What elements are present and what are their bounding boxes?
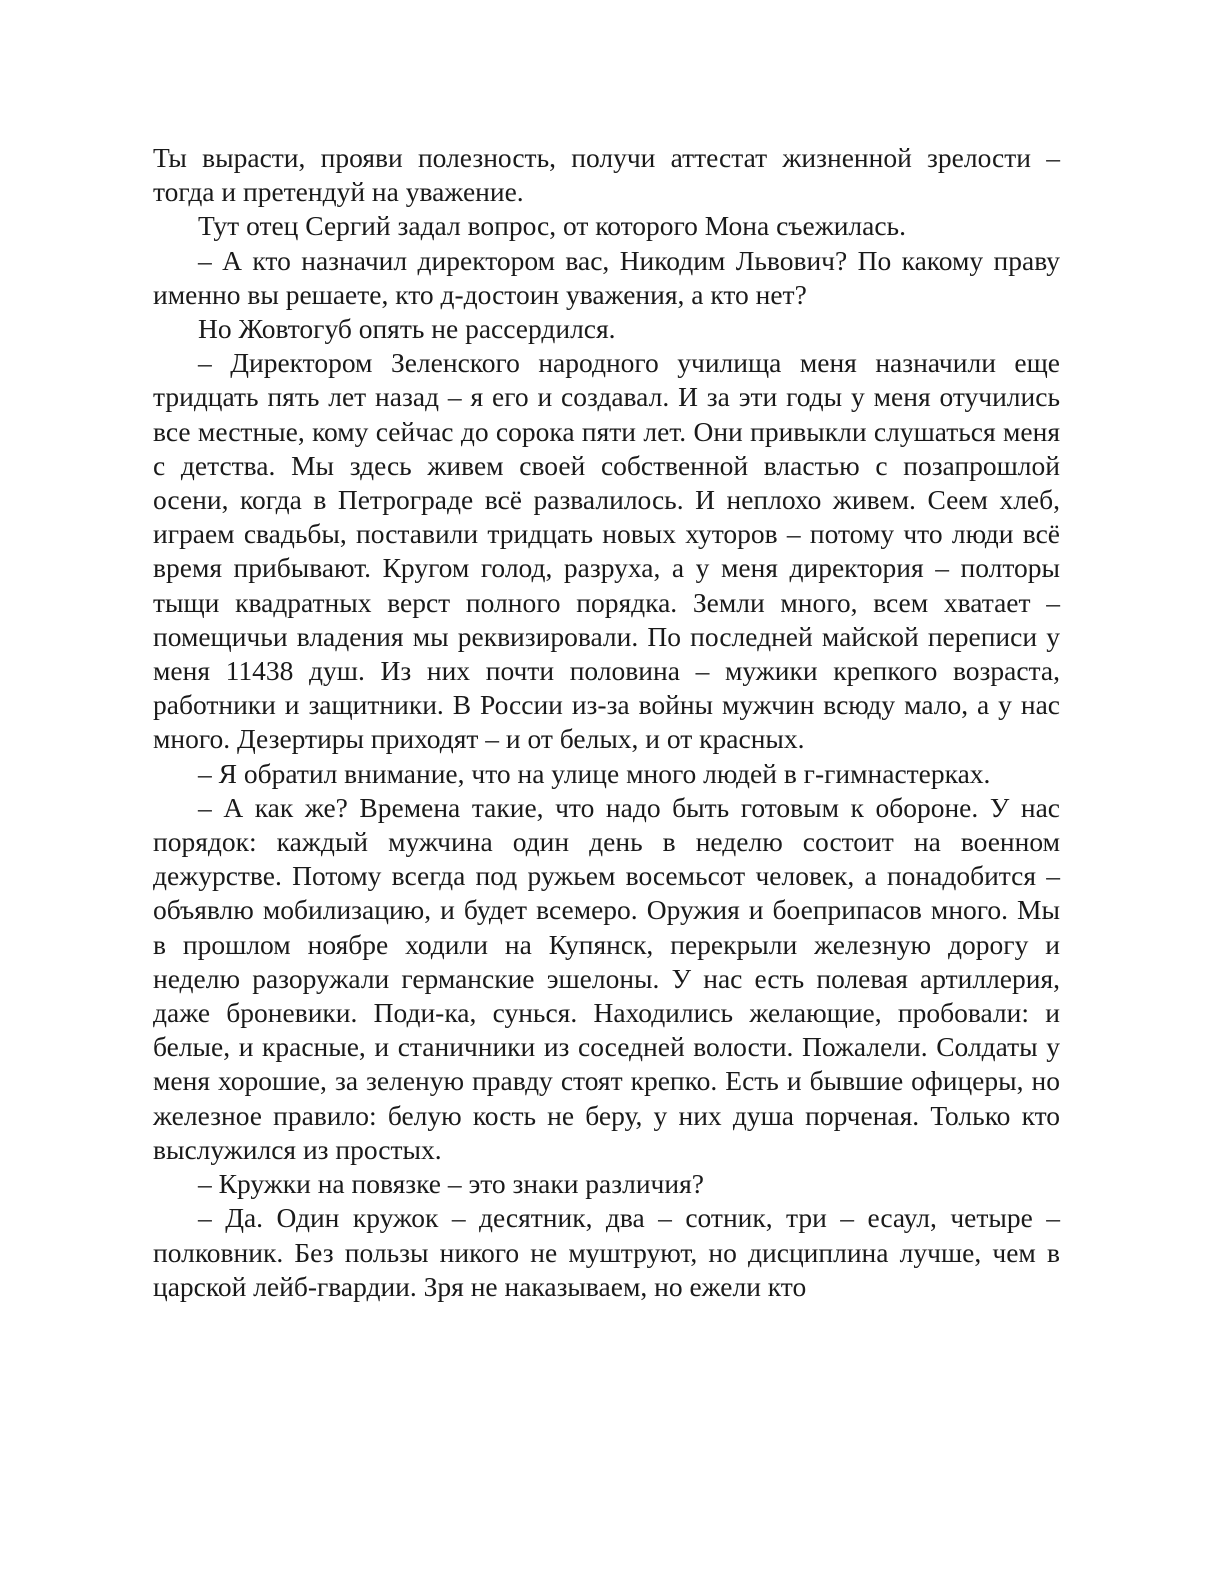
text-column — [153, 141, 1060, 1304]
paragraph-dialogue: – А кто назначил директором вас, Никодим Львович? По какому праву именно вы решаете, кто д-достоин уважения, а кто нет? — [153, 244, 1060, 310]
paragraph-dialogue: – Директором Зеленского народного училища меня назначили еще тридцать пять лет назад – я его и создавал. И за эти годы у меня отучились все местные, кому сейчас до сорока пяти лет. Они привыкли слушаться меня с детства. Мы здесь живем своей собственной властью с позапрошлой осени, когда в Петрограде всё развалилось. И неплохо живем. Сеем хлеб, играем свадьбы, поставили тридцать новых хуторов – потому что люди всё время прибывают. Кругом голод, разруха, а у меня директория – полторы тыщи квадратных верст полного порядка. Земли много, всем хватает – помещичьи владения мы реквизировали. По последней майской переписи у меня 11438 душ. Из них почти половина – мужики крепкого возраста, работники и защитники. В России из-за войны мужчин всюду мало, а у нас много. Дезертиры приходят – и от белых, и от красных. — [153, 347, 1060, 755]
paragraph-narration: Но Жовтогуб опять не рассердился. — [198, 313, 616, 345]
paragraph-dialogue: – А как же? Времена такие, что надо быть готовым к обороне. У нас порядок: каждый мужчина один день в неделю состоит на военном дежурстве. Потому всегда под ружьем восемьсот человек, а понадобится – объявлю мобилизацию, и будет всемеро. Оружия и боеприпасов много. Мы в прошлом ноябре ходили на Купянск, перекрыли железную дорогу и неделю разоружали германские эшелоны. У нас есть полевая артиллерия, даже броневики. Поди-ка, сунься. Находились желающие, пробовали: и белые, и красные, и станичники из соседней волости. Пожалели. Солдаты у меня хорошие, за зеленую правду стоят крепко. Есть и бывшие офицеры, но железное правило: белую кость не беру, у них душа порченая. Только кто выслужился из простых. — [153, 791, 1060, 1165]
paragraph-continuation: Ты вырасти, прояви полезность, получи аттестат жизненной зрелости – тогда и претендуй на уважение. — [153, 142, 1060, 208]
paragraph-dialogue: – Кружки на повязке – это знаки различия? — [198, 1168, 704, 1200]
paragraph-narration: Тут отец Сергий задал вопрос, от которого Мона съежилась. — [198, 210, 906, 242]
paragraph-dialogue: – Я обратил внимание, что на улице много людей в г-гимнастерках. — [198, 757, 991, 789]
paragraph-dialogue: – Да. Один кружок – десятник, два – сотник, три – есаул, четыре – полковник. Без пользы никого не муштруют, но дисциплина лучше, чем в царской лейб-гвардии. Зря не наказываем, но ежели кто — [153, 1202, 1060, 1302]
